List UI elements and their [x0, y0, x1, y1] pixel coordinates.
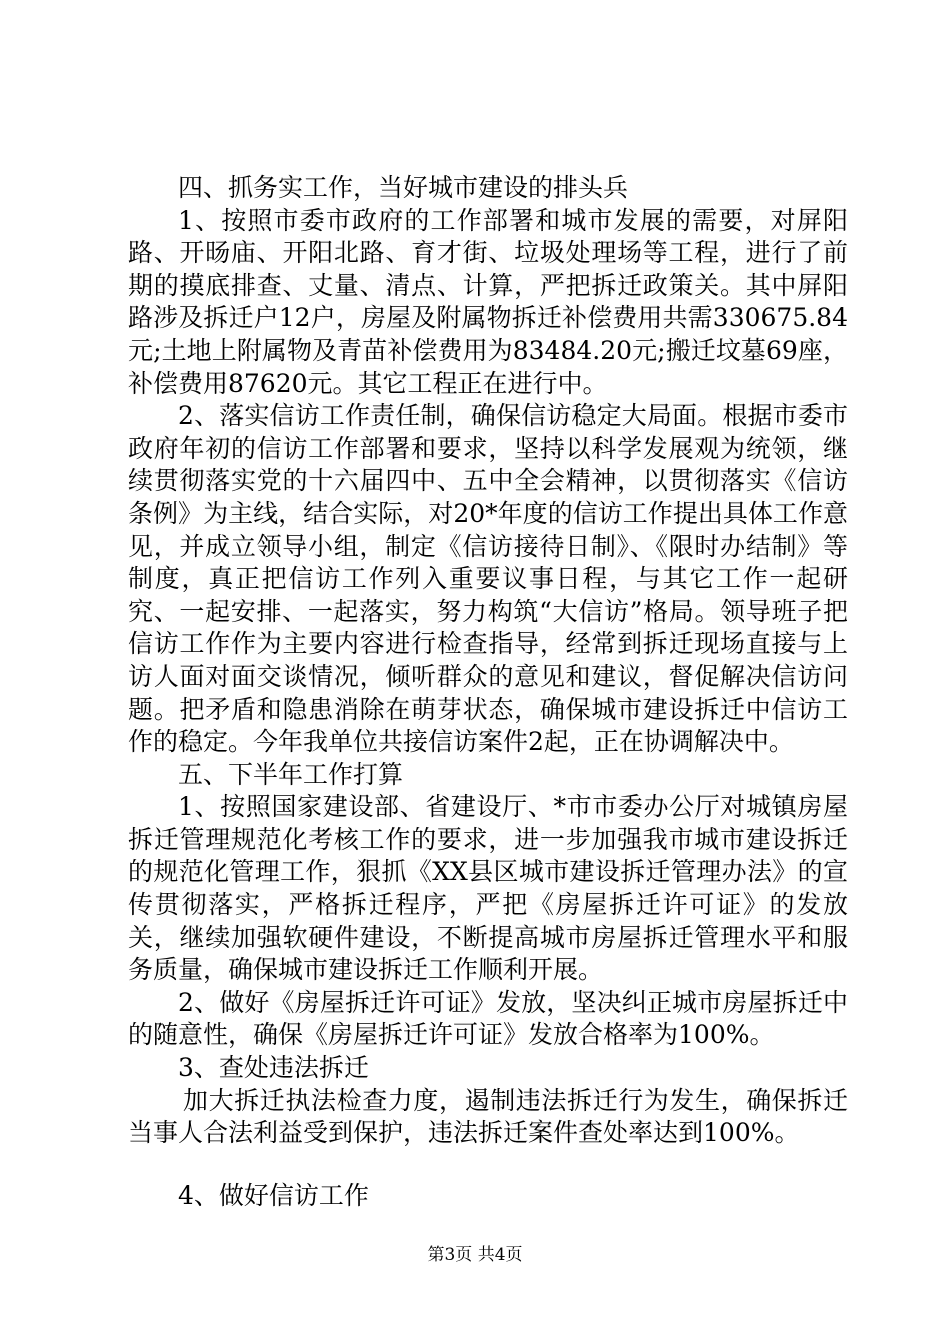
section-heading-5: 五、下半年工作打算	[178, 759, 404, 789]
paragraph-plan-3-heading: 3、查处违法拆迁	[178, 1053, 369, 1083]
paragraph-plan-1: 1、按照国家建设部、省建设厅、*市市委办公厅对城镇房屋拆迁管理规范化考核工作的要求，进一步加强我市城市建设拆迁的规范化管理工作，狠抓《XX县区城市建设拆迁管理办法》的宣传贯彻落实，严格拆迁程序，严把《房屋拆迁许可证》的发放关，继续加强软硬件建设，不断提高城市房屋拆迁管理水平和服务质量，确保城市建设拆迁工作顺利开展。	[128, 792, 848, 985]
paragraph-plan-4-heading: 4、做好信访工作	[178, 1180, 369, 1210]
paragraph-demolition-projects: 1、按照市委市政府的工作部署和城市发展的需要，对屏阳路、开旸庙、开阳北路、育才街、垃圾处理场等工程，进行了前期的摸底排查、丈量、清点、计算，严把拆迁政策关。其中屏阳路涉及拆迁户12户，房屋及附属物拆迁补偿费用共需330675.84元;土地上附属物及青苗补偿费用为83484.20元;搬迁坟墓69座，补偿费用87620元。其它工程正在进行中。	[128, 205, 848, 398]
section-heading-4: 四、抓务实工作，当好城市建设的排头兵	[178, 173, 629, 202]
paragraph-plan-3-body: 加大拆迁执法检查力度，遏制违法拆迁行为发生，确保拆迁当事人合法利益受到保护，违法拆迁案件查处率达到100%。	[128, 1085, 848, 1148]
page-number-footer: 第3页 共4页	[427, 1245, 523, 1265]
document-body	[128, 172, 848, 1212]
paragraph-petition-work: 2、落实信访工作责任制，确保信访稳定大局面。根据市委市政府年初的信访工作部署和要求，坚持以科学发展观为统领，继续贯彻落实党的十六届四中、五中全会精神，以贯彻落实《信访条例》为主线，结合实际，对20*年度的信访工作提出具体工作意见，并成立领导小组，制定《信访接待日制》、《限时办结制》等制度，真正把信访工作列入重要议事日程，与其它工作一起研究、一起安排、一起落实，努力构筑“大信访”格局。领导班子把信访工作作为主要内容进行检查指导，经常到拆迁现场直接与上访人面对面交谈情况，倾听群众的意见和建议，督促解决信访问题。把矛盾和隐患消除在萌芽状态，确保城市建设拆迁中信访工作的稳定。今年我单位共接信访案件2起，正在协调解决中。	[128, 401, 848, 757]
paragraph-plan-2: 2、做好《房屋拆迁许可证》发放，坚决纠正城市房屋拆迁中的随意性，确保《房屋拆迁许可证》发放合格率为100%。	[128, 987, 848, 1050]
